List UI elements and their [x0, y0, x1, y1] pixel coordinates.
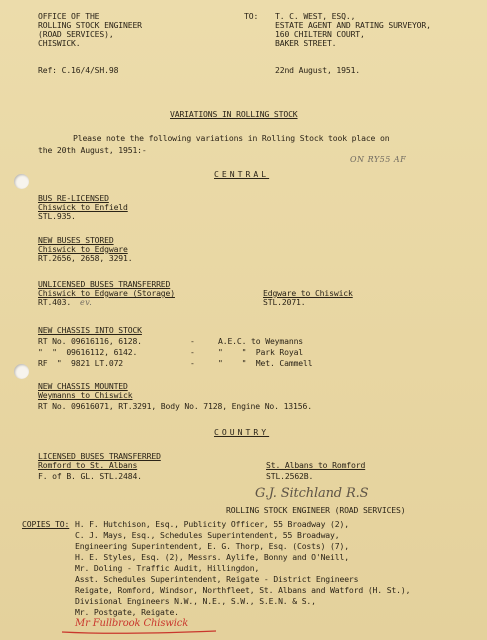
reference: Ref: C.16/4/SH.98: [38, 65, 119, 75]
copy-recipient: Divisional Engineers N.W., N.E., S.W., S.E.N. & S.,: [75, 596, 316, 606]
copy-recipient: Mr. Doling - Traffic Audit, Hillingdon,: [75, 563, 260, 573]
signature: G.J. Sitchland R.S: [255, 486, 369, 501]
copy-recipient: Mr. Postgate, Reigate.: [75, 607, 179, 617]
sender-line: OFFICE OF THE: [38, 11, 100, 21]
item-body: RT No. 09616071, RT.3291, Body No. 7128, Engine No. 13156.: [38, 401, 312, 411]
copy-recipient: H. F. Hutchison, Esq., Publicity Officer, 55 Broadway (2),: [75, 519, 349, 529]
chassis-dash: -: [190, 358, 195, 368]
recipient-line: ESTATE AGENT AND RATING SURVEYOR,: [275, 20, 431, 30]
item-route: Chiswick to Enfield: [38, 202, 128, 212]
item-body: RT.2656, 2658, 3291.: [38, 253, 133, 263]
item-route: Chiswick to Edgware (Storage): [38, 288, 175, 298]
chassis-destination: " " Met. Cammell: [218, 358, 313, 368]
date: 22nd August, 1951.: [275, 65, 361, 75]
chassis-dash: -: [190, 347, 195, 357]
chassis-destination: " " Park Royal: [218, 347, 304, 357]
item-route: Weymanns to Chiswick: [38, 390, 133, 400]
recipient-line: T. C. WEST, ESQ.,: [275, 11, 356, 21]
copy-recipient: Reigate, Romford, Windsor, Northfleet, St. Albans and Watford (H. St.),: [75, 585, 411, 595]
copy-recipient: Engineering Superintendent, E. G. Thorp, Esq. (Costs) (7),: [75, 541, 349, 551]
sender-line: ROLLING STOCK ENGINEER: [38, 20, 142, 30]
item-title: LICENSED BUSES TRANSFERRED: [38, 451, 161, 461]
punch-hole: [14, 364, 29, 379]
red-underline: [60, 629, 220, 637]
item-title: NEW CHASSIS INTO STOCK: [38, 325, 142, 335]
item-route: Chiswick to Edgware: [38, 244, 128, 254]
copy-recipient: H. E. Styles, Esq. (2), Messrs. Aylife, Bonny and O'Neill,: [75, 552, 349, 562]
item-title: NEW CHASSIS MOUNTED: [38, 381, 128, 391]
section-heading-central: CENTRAL: [214, 169, 270, 179]
item-title: NEW BUSES STORED: [38, 235, 114, 245]
item-title: UNLICENSED BUSES TRANSFERRED: [38, 279, 171, 289]
item-route: Romford to St. Albans: [38, 460, 138, 470]
chassis-destination: A.E.C. to Weymanns: [218, 336, 304, 346]
item-route: St. Albans to Romford: [266, 460, 366, 470]
signature-block: ROLLING STOCK ENGINEER (ROAD SERVICES): [226, 505, 406, 515]
item-body: RT.403.: [38, 297, 72, 307]
copy-recipient: Asst. Schedules Superintendent, Reigate - District Engineers: [75, 574, 359, 584]
pencil-mark: ev.: [80, 298, 93, 307]
item-body: STL.2562B.: [266, 471, 314, 481]
intro-line: Please note the following variations in Rolling Stock took place on: [73, 133, 390, 143]
item-body: STL.935.: [38, 211, 76, 221]
intro-line: the 20th August, 1951:-: [38, 145, 147, 155]
copy-recipient: C. J. Mays, Esq., Schedules Superintendent, 55 Broadway,: [75, 530, 340, 540]
item-body: F. of B. GL. STL.2484.: [38, 471, 142, 481]
handwritten-recipient: Mr Fullbrook Chiswick: [75, 618, 189, 629]
page-title: VARIATIONS IN ROLLING STOCK: [170, 109, 298, 119]
item-title: BUS RE-LICENSED: [38, 193, 109, 203]
punch-hole: [14, 174, 29, 189]
recipient-line: BAKER STREET.: [275, 38, 337, 48]
chassis-number: RF " 9821 LT.072: [38, 358, 124, 368]
chassis-number: RT No. 09616116, 6128.: [38, 336, 142, 346]
chassis-number: " " 09616112, 6142.: [38, 347, 138, 357]
pencil-annotation: ON RY55 AF: [350, 155, 407, 164]
sender-line: (ROAD SERVICES),: [38, 29, 114, 39]
to-label: TO:: [244, 11, 259, 21]
item-route: Edgware to Chiswick: [263, 288, 353, 298]
copies-label: COPIES TO:: [22, 519, 70, 529]
sender-line: CHISWICK.: [38, 38, 81, 48]
item-body: STL.2071.: [263, 297, 306, 307]
section-heading-country: COUNTRY: [214, 427, 270, 437]
recipient-line: 160 CHILTERN COURT,: [275, 29, 365, 39]
chassis-dash: -: [190, 336, 195, 346]
